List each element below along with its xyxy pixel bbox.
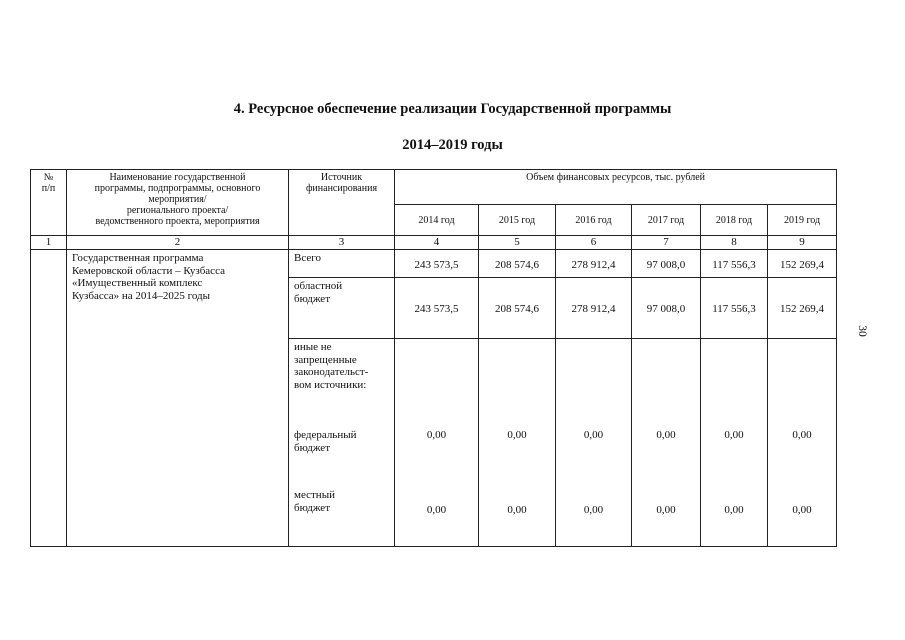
value-text: 152 269,4: [780, 259, 825, 271]
value-text: 208 574,6: [495, 259, 539, 271]
header-funding-source: [289, 170, 395, 236]
funding-source-other: [294, 341, 368, 391]
header-name-line3: мероприятия/: [148, 194, 207, 205]
value-text: 97 008,0: [646, 259, 686, 271]
funding-source-regional: [289, 278, 395, 339]
value-cell: [768, 250, 837, 278]
funding-source-line: Всего: [294, 252, 321, 264]
funding-source-line: запрещенные: [294, 353, 357, 366]
value-cell: [556, 278, 632, 339]
page-number: 30: [856, 325, 868, 337]
header-year-2016: 2016 год: [556, 205, 632, 236]
value-text: 152 269,4: [780, 303, 825, 315]
document-subtitle: 2014–2019 годы: [402, 137, 503, 153]
column-number-row: [31, 236, 837, 250]
value-text: 117 556,3: [712, 259, 756, 271]
header-name-line2: программы, подпрограммы, основного: [94, 183, 261, 194]
column-number: 2: [67, 236, 289, 250]
value-cell: [632, 250, 701, 278]
value-cell: [395, 278, 479, 339]
value-cell: [479, 250, 556, 278]
value-text: 0,00: [426, 429, 447, 441]
value-cell: [395, 250, 479, 278]
program-name-line: «Имущественный комплекс: [72, 277, 203, 289]
funding-source-line: областной: [294, 280, 343, 292]
funding-source-line: бюджет: [294, 501, 330, 514]
program-number-cell: [31, 250, 67, 547]
value-cell: [395, 339, 479, 547]
value-text: 0,00: [724, 429, 744, 441]
column-number: 8: [701, 236, 768, 250]
value-cell: [768, 278, 837, 339]
funding-source-total: [289, 250, 395, 278]
value-text: 0,00: [656, 429, 676, 441]
value-text: 0,00: [426, 504, 447, 516]
header-program-name: [67, 170, 289, 236]
funding-source-line: федеральный: [294, 429, 357, 441]
value-text: 117 556,3: [712, 303, 756, 315]
value-text: 278 912,4: [571, 303, 616, 315]
program-name-line: Государственная программа: [72, 252, 204, 264]
value-text: 0,00: [792, 429, 812, 441]
value-cell: [701, 250, 768, 278]
header-year-2017: 2017 год: [632, 205, 701, 236]
value-text: 0,00: [507, 429, 527, 441]
value-cell: [632, 339, 701, 547]
header-name-line5: ведомственного проекта, мероприятия: [95, 216, 260, 227]
column-number: 3: [289, 236, 395, 250]
column-number: 1: [31, 236, 67, 250]
header-name-line4: регионального проекта/: [126, 205, 229, 216]
funding-source-line: иные не: [294, 341, 332, 353]
value-cell: [768, 339, 837, 547]
column-number: 5: [479, 236, 556, 250]
value-text: 243 573,5: [414, 259, 459, 271]
document-title: 4. Ресурсное обеспечение реализации Государственной программы: [233, 101, 672, 117]
value-text: 0,00: [583, 429, 604, 441]
funding-source-other-group: [289, 339, 395, 547]
value-text: 0,00: [583, 504, 604, 516]
funding-source-line: местный: [294, 489, 335, 501]
header-year-2014: 2014 год: [395, 205, 479, 236]
column-number: 7: [632, 236, 701, 250]
value-text: 0,00: [656, 504, 676, 516]
funding-source-federal: [294, 429, 357, 454]
program-name-line: Кемеровской области – Кузбасса: [72, 264, 225, 277]
value-cell: [479, 278, 556, 339]
header-name-line1: Наименование государственной: [109, 172, 246, 183]
header-year-2019: 2019 год: [768, 205, 837, 236]
funding-source-local: [294, 489, 335, 514]
funding-source-line: бюджет: [294, 292, 330, 305]
header-number: [31, 170, 67, 236]
value-cell: [479, 339, 556, 547]
value-text: 97 008,0: [646, 303, 686, 315]
program-name-cell: [67, 250, 289, 547]
value-text: 208 574,6: [495, 303, 539, 315]
value-text: 0,00: [724, 504, 744, 516]
header-financial-volume: Объем финансовых ресурсов, тыс. рублей: [395, 170, 837, 205]
column-number: 9: [768, 236, 837, 250]
header-number-line1: №: [43, 172, 54, 183]
header-source-line2: финансирования: [305, 183, 378, 194]
value-text: 278 912,4: [571, 259, 616, 271]
value-cell: [556, 250, 632, 278]
funding-source-line: бюджет: [294, 441, 330, 454]
funding-source-line: законодательст-: [294, 366, 369, 378]
header-number-line2: п/п: [41, 183, 56, 194]
column-number: 4: [395, 236, 479, 250]
header-year-2015: 2015 год: [479, 205, 556, 236]
value-cell: [701, 339, 768, 547]
value-cell: [556, 339, 632, 547]
value-text: 243 573,5: [414, 303, 459, 315]
funding-source-line: вом источники:: [294, 378, 367, 391]
resource-table: [30, 169, 837, 547]
column-number: 6: [556, 236, 632, 250]
value-text: 0,00: [792, 504, 812, 516]
header-source-line1: Источник: [320, 172, 363, 183]
table-row: [31, 250, 837, 278]
header-year-2018: 2018 год: [701, 205, 768, 236]
value-cell: [632, 278, 701, 339]
value-cell: [701, 278, 768, 339]
value-text: 0,00: [507, 504, 527, 516]
header-row: [31, 170, 837, 205]
program-name-line: Кузбасса» на 2014–2025 годы: [72, 289, 211, 302]
